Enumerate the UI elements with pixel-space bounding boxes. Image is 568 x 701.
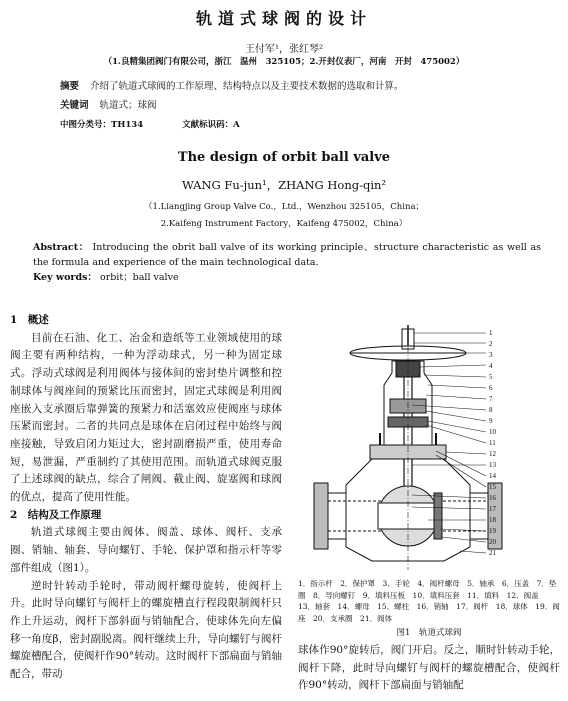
authors-en: WANG Fu-jun¹，ZHANG Hong-qin²: [181, 178, 387, 192]
abstract-en-label: Abstract：: [33, 242, 89, 253]
paper-title-en: The design of orbit ball valve: [177, 150, 391, 165]
part-number-label: 6: [489, 384, 493, 392]
keywords-cn-label: 关键词: [60, 100, 89, 111]
part-number-label: 15: [489, 483, 496, 491]
abstract-cn-label: 摘要: [60, 81, 80, 92]
section-1: [10, 312, 282, 684]
abstract-cn-text: 介绍了轨道式球阀的工作原理、结构特点以及主要技术数据的选取和计算。: [90, 81, 404, 92]
figure-title: 图1 轨道式球阀: [396, 628, 462, 638]
part-number-label: 12: [489, 450, 496, 458]
clc-label: 中图分类号：: [60, 120, 112, 130]
affiliation-en-2: 2.Kaifeng Instrument Factory，Kaifeng 475002，China）: [160, 219, 408, 229]
affiliation-en-1: （1.Liangjing Group Valve Co.，Ltd.，Wenzhou 325105，China；: [143, 202, 425, 212]
affiliation-cn: （1.良精集团阀门有限公司，浙江 温州 325105；2.开封仪表厂，河南 开封 475002）: [103, 57, 465, 67]
part-number-label: 8: [489, 406, 493, 414]
keywords-en-text: orbit；ball valve: [99, 272, 179, 283]
abstract-en-text: Introducing the obrit ball valve of its working principle、structure characteristic as well as the formula and experience of the main technological data.: [33, 242, 541, 268]
abstract-cn: [60, 80, 540, 94]
part-number-label: 9: [489, 417, 493, 425]
clc-value: TH134: [111, 120, 144, 130]
part-number-label: 3: [489, 351, 493, 359]
part-number-label: 7: [489, 395, 493, 403]
section-2-heading: 2 结构及工作原理: [10, 508, 102, 521]
section-2-paragraph-1: 轨道式球阀主要由阀体、阀盖、球体、阀杆、支承圈、销轴、轴套、导向螺钉、手轮、保护罩和指示杆等零部件组成（图1）。: [10, 526, 282, 574]
authors-cn: 王付军¹，张红琴²: [244, 44, 324, 55]
part-number-label: 5: [489, 373, 493, 381]
paper-title-cn: 轨道式球阀的设计: [195, 9, 372, 28]
part-number-label: 2: [489, 340, 493, 348]
part-number-label: 13: [489, 461, 496, 469]
part-number-label: 14: [489, 472, 496, 480]
figure-legend: 1．指示杆 2．保护罩 3．手轮 4．阀杆螺母 5．轴承 6．压盖 7．垫圈 8．导向螺钉 9．填料压板 10．填料压套 11．填料 12．阀盖 13．轴套 14．螺母 15．螺柱 16．销轴 17．阀杆 18．球体 19．阀座 20．支承圈 21．阀体: [298, 579, 560, 623]
part-numbers: [489, 329, 497, 557]
part-number-label: 1: [489, 329, 493, 337]
valve-figure: [300, 325, 550, 570]
seat: [434, 493, 442, 539]
keywords-cn: [60, 99, 540, 113]
part-number-label: 10: [489, 428, 496, 436]
section-1-heading: 1 概述: [10, 314, 49, 326]
part-number-label: 16: [489, 494, 496, 502]
keywords-en-label: Key words：: [33, 272, 97, 283]
part-number-label: 19: [489, 527, 496, 535]
part-number-label: 21: [489, 549, 496, 557]
part-number-label: 20: [489, 538, 496, 546]
classification-cn: [60, 118, 540, 132]
section-2-paragraph-2: 逆时针转动手轮时，带动阀杆螺母旋转，使阀杆上升。此时导向螺钉与阀杆上的螺旋槽直行程段限制阀杆只作上升运动，阀杆下部斜面与销轴配合，使球体先向左偏移一角度β，密封副脱离。阀杆继续上升，导向螺钉与阀杆螺旋槽配合，使阀杆作90°转动。这时阀杆下部扁面与销轴配合，带动: [10, 579, 282, 681]
part-number-label: 17: [489, 505, 496, 513]
inlet-flange: [314, 483, 328, 549]
doc-code-value: A: [233, 120, 240, 130]
abstract-en: [33, 240, 541, 285]
right-column-text: 球体作90°旋转后，阀门开启。反之，顺时针转动手轮，阀杆下降，此时导向螺钉与阀杆的螺旋槽配合，使阀杆作90°转动，阀杆下部扁面与销轴配: [298, 644, 560, 692]
part-number-label: 18: [489, 516, 496, 524]
section-1-paragraph: 目前在石油、化工、冶金和造纸等工业领域使用的球阀主要有两种结构，一种为浮动球式，另一种为固定球式。浮动式球阀是利用阀体与接体间的密封垫片调整和控制球体与阀座间的预紧比压而密封，固定式球阀是利用阀座嵌入支承圈后靠弹簧的预紧力和活塞效应使阀座与球体压紧而密封。二者的共同点是球体在启闭过程中始终与阀座接触，导致启闭力矩过大，密封副磨损严重，使用寿命短，易泄漏，严重制约了其使用范围。而轨道式球阀克服了上述球阀的缺点，综合了闸阀、截止阀、旋塞阀和球阀的优点，提高了使用性能。: [10, 331, 282, 504]
part-number-label: 4: [489, 362, 493, 370]
part-number-label: 11: [489, 439, 496, 447]
keywords-cn-text: 轨道式；球阀: [99, 100, 157, 111]
doc-code-label: 文献标识码：: [182, 120, 234, 130]
ball-valve-drawing: [300, 325, 550, 570]
